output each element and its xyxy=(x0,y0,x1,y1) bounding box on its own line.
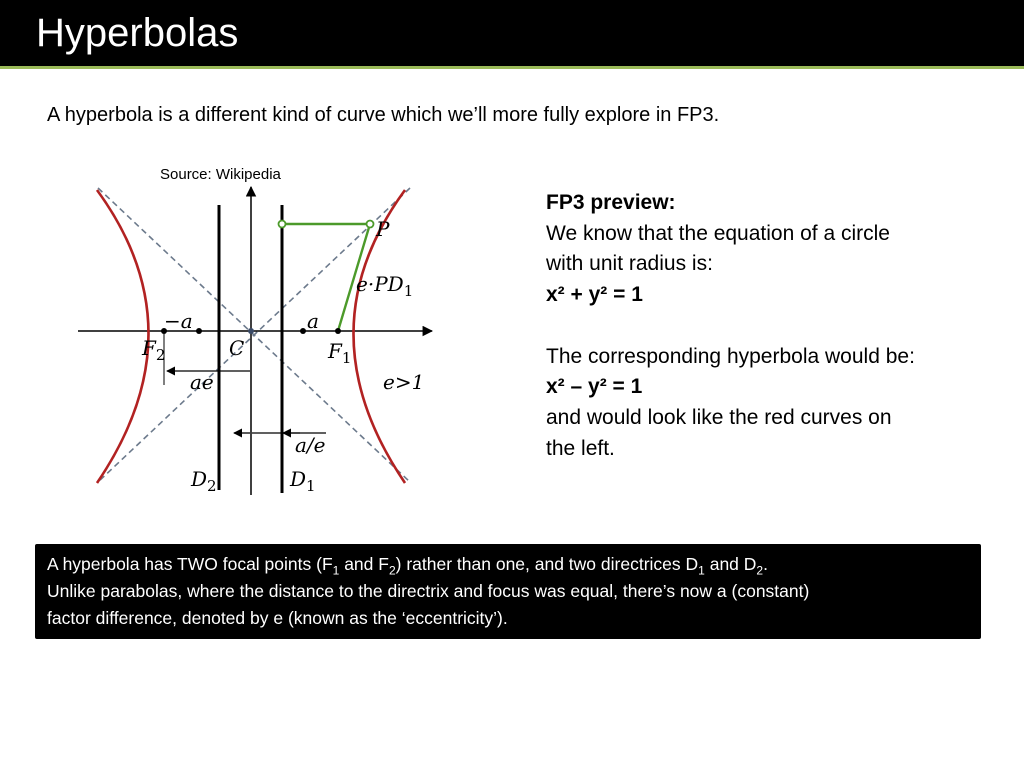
figure-source: Source: Wikipedia xyxy=(160,166,281,183)
intro-text: A hyperbola is a different kind of curve which we’ll more fully explore in FP3. xyxy=(47,104,720,126)
point-vertex-right xyxy=(300,328,306,334)
hyperbola-equation: x² – y² = 1 xyxy=(546,375,643,399)
label-f2: $F_2$ xyxy=(142,336,166,364)
point-p xyxy=(367,221,374,228)
label-e-pd1: $e\cdot PD_1$ xyxy=(356,272,414,300)
label-neg-a: −a xyxy=(164,309,193,333)
hyperbola-diagram xyxy=(70,180,450,505)
label-p: P xyxy=(376,217,390,241)
label-c: C xyxy=(229,336,245,360)
title-bar xyxy=(0,0,1024,69)
preview-heading: FP3 preview: xyxy=(546,191,676,214)
label-d2: $D_2$ xyxy=(191,467,217,495)
label-ae: ae xyxy=(190,370,214,394)
circle-equation: x² + y² = 1 xyxy=(546,283,643,307)
note-box xyxy=(35,544,981,639)
point-vertex-left xyxy=(196,328,202,334)
note-line-1: A hyperbola has TWO focal points ($F_1$ and $F_2$) rather than one, and two directrices $D_1$ and $D_2$. xyxy=(47,554,768,578)
hyperbola-left-branch xyxy=(97,190,149,483)
label-f1: $F_1$ xyxy=(328,339,352,367)
slide-title: Hyperbolas xyxy=(36,11,239,55)
preview-line-1: We know that the equation of a circle xyxy=(546,221,890,245)
preview-line-5: the left. xyxy=(546,436,615,460)
fp3-preview-panel xyxy=(546,188,986,464)
preview-spacer xyxy=(546,311,986,342)
point-directrix-foot xyxy=(279,221,286,228)
point-f1 xyxy=(335,328,341,334)
note-line-2: Unlike parabolas, where the distance to the directrix and focus was equal, there’s now a (constant) xyxy=(47,581,810,601)
preview-line-2: with unit radius is: xyxy=(546,252,713,276)
point-center xyxy=(248,328,254,334)
label-e-gt-1: e>1 xyxy=(383,370,425,394)
label-a-over-e: a/e xyxy=(295,433,326,457)
label-d1: $D_1$ xyxy=(290,467,316,495)
note-line-3: factor difference, denoted by e (known as the ‘eccentricity’). xyxy=(47,608,508,628)
preview-line-3: The corresponding hyperbola would be: xyxy=(546,344,915,368)
preview-line-4: and would look like the red curves on xyxy=(546,405,892,429)
label-a: a xyxy=(307,309,319,333)
